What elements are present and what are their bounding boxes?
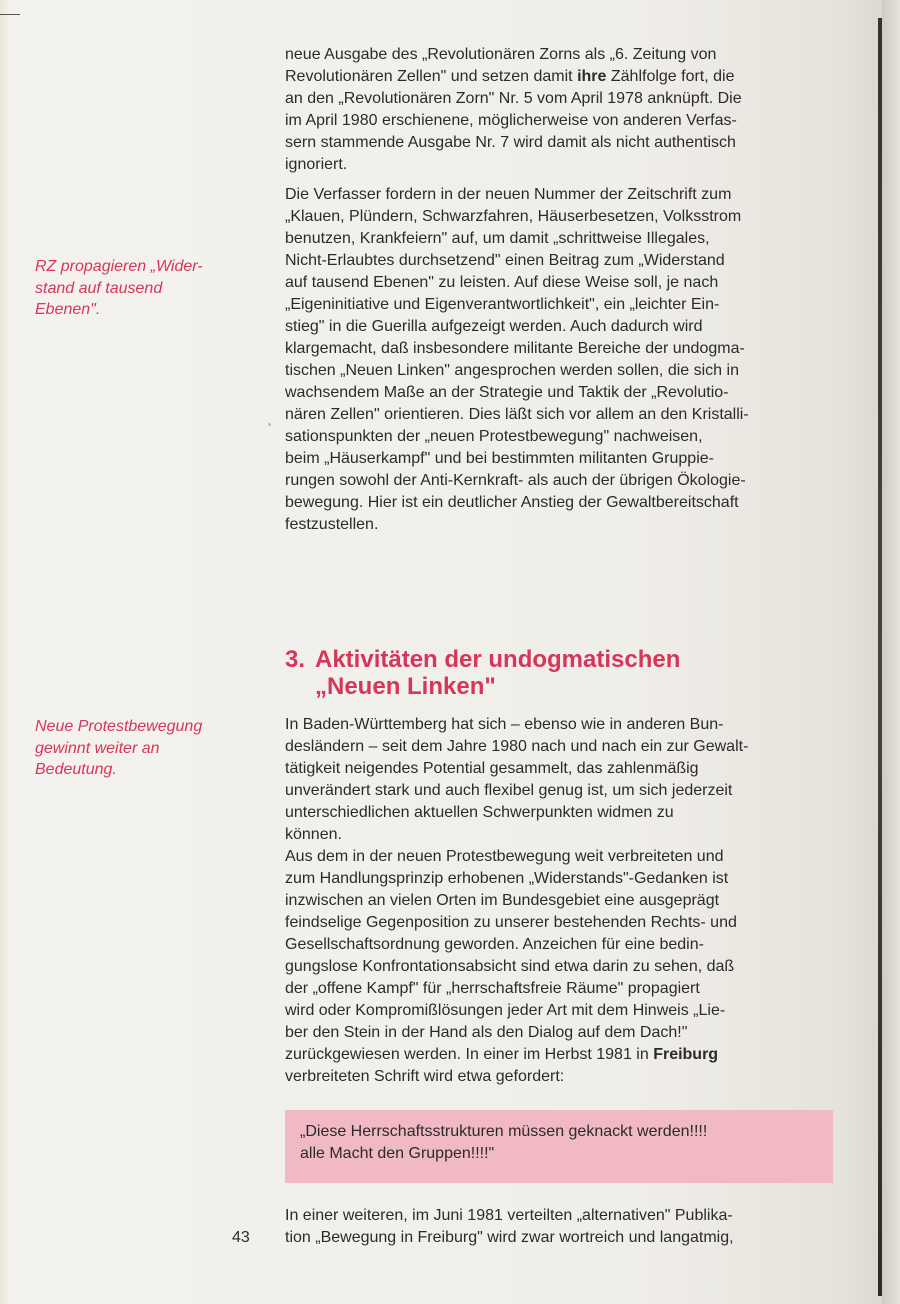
paragraph-4: [285, 846, 835, 1088]
text-line: tion „Bewegung in Freiburg" wird zwar wortreich und langatmig,: [285, 1229, 734, 1246]
text-line: „Eigeninitiative und Eigenverantwortlichkeit", ein „leichter Ein-: [285, 296, 720, 313]
text-line: desländern – seit dem Jahre 1980 nach und nach ein zur Gewalt-: [285, 738, 749, 755]
quote-text: [300, 1121, 830, 1165]
binding-line: [878, 18, 882, 1296]
quote-line: alle Macht den Gruppen!!!!": [300, 1145, 495, 1162]
text-line: In einer weiteren, im Juni 1981 verteilten „alternativen" Publika-: [285, 1207, 733, 1224]
binding-shadow: [882, 0, 900, 1304]
paragraph-1: [285, 44, 835, 176]
text-line: sationspunkten der „neuen Protestbewegung" nachweisen,: [285, 428, 703, 445]
text-line: nären Zellen" orientieren. Dies läßt sich vor allem an den Kristalli-: [285, 406, 749, 423]
margin-note-rz: [35, 256, 245, 321]
page-number: 43: [232, 1229, 250, 1246]
speck-mark: [268, 423, 271, 426]
emphasis-freiburg: Freiburg: [653, 1046, 719, 1063]
margin-note-line: gewinnt weiter an: [35, 739, 160, 757]
text-line: klargemacht, daß insbesondere militante Bereiche der undogma-: [285, 340, 745, 357]
section-number: 3.: [285, 646, 306, 673]
margin-note-line: RZ propagieren „Wider-: [35, 258, 203, 275]
text-line: beim „Häuserkampf" und bei bestimmten militanten Gruppie-: [285, 450, 714, 467]
text-line: zum Handlungsprinzip erhobenen „Widerstands"-Gedanken ist: [285, 870, 729, 887]
text-line: Nicht-Erlaubtes durchsetzend" einen Beitrag zum „Widerstand: [285, 252, 725, 269]
margin-note-line: Bedeutung.: [35, 761, 117, 778]
paragraph-3: [285, 714, 835, 846]
emphasis-ihre: ihre: [577, 68, 607, 85]
text-line: Aus dem in der neuen Protestbewegung weit verbreiteten und: [285, 848, 724, 865]
text-line: [285, 66, 835, 88]
text-line: festzustellen.: [285, 516, 379, 533]
section-heading: [285, 646, 680, 700]
text-line: stieg" in die Guerilla aufgezeigt werden. Auch dadurch wird: [285, 318, 703, 335]
margin-note-line: Ebenen".: [35, 301, 101, 318]
crop-mark: [0, 14, 20, 15]
section-title-line-1: Aktivitäten der undogmatischen: [315, 646, 681, 673]
margin-note-line: stand auf tausend: [35, 279, 163, 297]
text-line: unterschiedlichen aktuellen Schwerpunkten widmen zu: [285, 804, 674, 821]
text-line: Gesellschaftsordnung geworden. Anzeichen für eine bedin-: [285, 936, 704, 953]
text-line: ignoriert.: [285, 156, 348, 173]
text-line: neue Ausgabe des „Revolutionären Zorns als „6. Zeitung von: [285, 46, 717, 63]
text-line: wachsendem Maße an der Strategie und Taktik der „Revolutio-: [285, 384, 729, 401]
text-line: bewegung. Hier ist ein deutlicher Anstieg der Gewaltbereitschaft: [285, 494, 739, 511]
text-line: gungslose Konfrontationsabsicht sind etwa darin zu sehen, daß: [285, 958, 735, 975]
margin-note-line: Neue Protestbewegung: [35, 718, 203, 735]
quote-line: „Diese Herrschaftsstrukturen müssen geknackt werden!!!!: [300, 1123, 708, 1140]
text-line: „Klauen, Plündern, Schwarzfahren, Häuserbesetzen, Volksstrom: [285, 208, 742, 225]
left-page-edge: [0, 0, 9, 1304]
text-line: im April 1980 erschienene, möglicherweise von anderen Verfas-: [285, 112, 737, 129]
paragraph-5: [285, 1205, 835, 1249]
text-line: inzwischen an vielen Orten im Bundesgebiet eine ausgeprägt: [285, 892, 720, 909]
text-line: In Baden-Württemberg hat sich – ebenso wie in anderen Bun-: [285, 716, 724, 733]
text-segment: Revolutionären Zellen" und setzen damit: [285, 68, 578, 85]
margin-note-protest: [35, 716, 245, 781]
text-line: tätigkeit neigendes Potential gesammelt, das zahlenmäßig: [285, 760, 699, 777]
text-line: auf tausend Ebenen" zu leisten. Auf diese Weise soll, je nach: [285, 274, 719, 291]
text-line: an den „Revolutionären Zorn" Nr. 5 vom April 1978 anknüpft. Die: [285, 90, 742, 107]
text-line: verbreiteten Schrift wird etwa gefordert:: [285, 1068, 565, 1085]
text-line: Die Verfasser fordern in der neuen Nummer der Zeitschrift zum: [285, 186, 732, 203]
paragraph-2: [285, 184, 835, 536]
text-line: der „offene Kampf" für „herrschaftsfreie Räume" propagiert: [285, 980, 700, 997]
text-line: ber den Stein in der Hand als den Dialog auf dem Dach!": [285, 1024, 688, 1041]
text-line: können.: [285, 826, 342, 843]
text-line: wird oder Kompromißlösungen jeder Art mit dem Hinweis „Lie-: [285, 1002, 726, 1019]
text-line: benutzen, Krankfeiern" auf, um damit „schrittweise Illegales,: [285, 230, 710, 247]
text-line: [285, 1044, 835, 1066]
text-segment: zurückgewiesen werden. In einer im Herbst 1981 in: [285, 1046, 654, 1063]
text-line: rungen sowohl der Anti-Kernkraft- als auch der übrigen Ökologie-: [285, 472, 746, 489]
text-segment: Zählfolge fort, die: [606, 68, 735, 85]
text-line: feindselige Gegenposition zu unserer bestehenden Rechts- und: [285, 914, 737, 931]
text-line: sern stammende Ausgabe Nr. 7 wird damit als nicht authentisch: [285, 134, 736, 151]
section-title-line-2: „Neuen Linken": [315, 673, 496, 700]
text-line: tischen „Neuen Linken" angesprochen werden sollen, die sich in: [285, 362, 739, 379]
text-line: unverändert stark und auch flexibel genug ist, um sich jederzeit: [285, 782, 733, 799]
